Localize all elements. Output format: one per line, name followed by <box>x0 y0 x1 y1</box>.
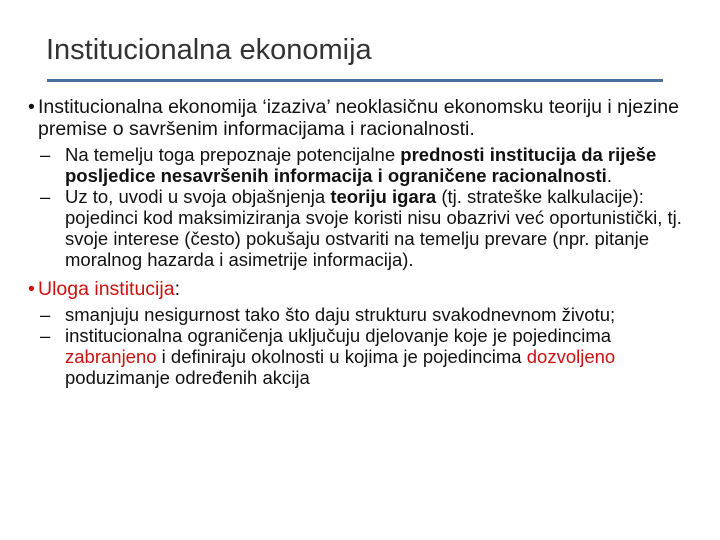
sub-list-1 <box>40 144 698 270</box>
bullet-text: Uloga institucija <box>38 278 175 300</box>
highlight-allowed: dozvoljeno <box>526 346 616 367</box>
dash-icon: – <box>40 304 51 325</box>
bullet-dot-icon: • <box>28 278 35 300</box>
sub-bold-text: prednosti institucija da riješe posljedice nesavršenih informacija i ograničene racionalnosti <box>65 144 657 186</box>
sub-text: Na temelju toga prepoznaje potencijalne <box>65 144 401 165</box>
dash-icon: – <box>40 186 51 207</box>
sub-bullet-institutional-constraints <box>40 325 698 388</box>
sub-text: Uz to, uvodi u svoja objašnjenja <box>65 186 331 207</box>
sub-text-end: (tj. strateške kalkulacije): pojedinci kod maksimiziranja svoje koristi nisu obazrivi već oportunistički, tj. svoje interese (često) pokušaju ostvariti na temelju prevare (npr. pitanje moralnog hazarda i asimetrije informacija). <box>65 186 682 270</box>
dash-icon: – <box>40 144 51 165</box>
bullet-dot-icon: • <box>28 96 35 118</box>
title-divider <box>47 79 663 82</box>
dash-icon: – <box>40 325 51 346</box>
sub-bold-text: teoriju igara <box>330 186 437 207</box>
bullet-text: Institucionalna ekonomija ‘izaziva’ neoklasičnu ekonomsku teoriju i njezine premise o savršenim informacijama i racionalnosti. <box>38 96 679 140</box>
slide-body <box>28 96 698 388</box>
sub-text: institucionalna ograničenja uključuju djelovanje koje je pojedincima <box>65 325 612 346</box>
highlight-forbidden: zabranjeno <box>65 346 157 367</box>
sub-text: i definiraju okolnosti u kojima je pojedincima <box>156 346 527 367</box>
bullet-institutional-economics <box>28 96 698 140</box>
sub-text-end: . <box>606 165 612 186</box>
sub-bullet-reduce-uncertainty <box>40 304 698 325</box>
sub-list-2 <box>40 304 698 388</box>
bullet-role-of-institutions <box>28 278 698 300</box>
sub-bullet-game-theory <box>40 186 698 270</box>
sub-text-end: poduzimanje određenih akcija <box>65 367 310 388</box>
slide-title: Institucionalna ekonomija <box>46 34 372 66</box>
sub-bullet-institution-advantages <box>40 144 698 186</box>
sub-text: smanjuju nesigurnost tako što daju strukturu svakodnevnom životu; <box>65 304 616 325</box>
bullet-colon: : <box>174 278 180 300</box>
